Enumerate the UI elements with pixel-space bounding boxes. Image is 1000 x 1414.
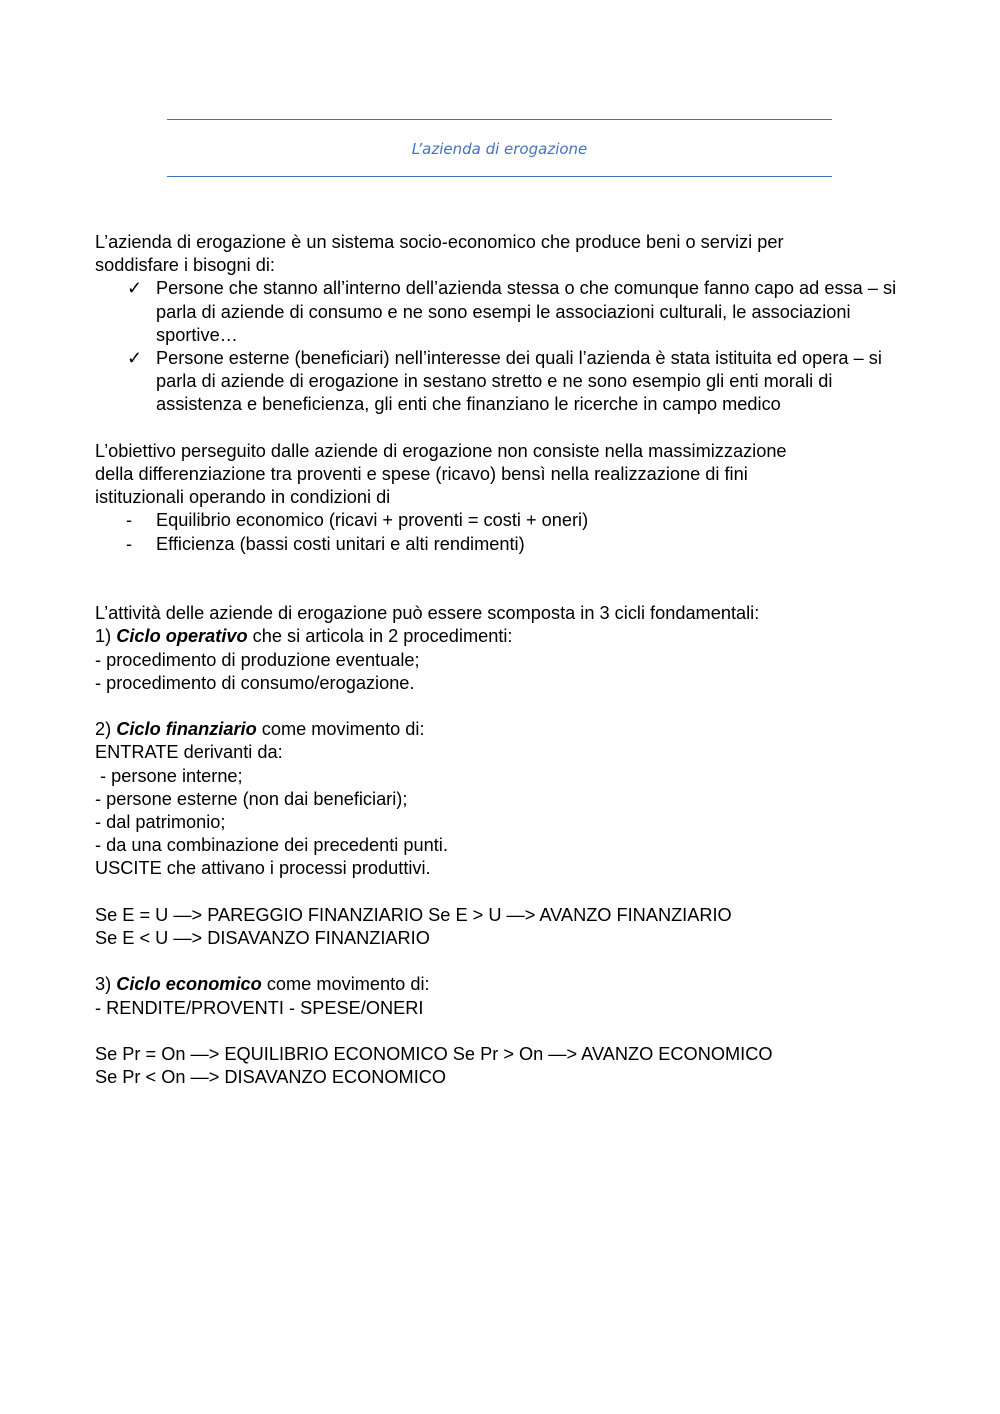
- cycle-name: Ciclo operativo: [116, 626, 248, 647]
- list-item: - Equilibrio economico (ricavi + proventi = costi + oneri): [95, 509, 910, 532]
- cycle-finanziario-heading: [95, 718, 910, 741]
- objective-conditions-list: [95, 509, 910, 555]
- cycle-description: come movimento di:: [261, 974, 430, 995]
- header-top-rule: [167, 119, 832, 120]
- financial-rule-2: Se E < U —> DISAVANZO FINANZIARIO: [95, 928, 430, 949]
- list-item: - da una combinazione dei precedenti punti.: [95, 835, 448, 856]
- intro-line-1: L’azienda di erogazione è un sistema socio-economico che produce beni o servizi per: [95, 232, 784, 252]
- list-item: - persone interne;: [95, 765, 243, 786]
- list-item: - persone esterne (non dai beneficiari);: [95, 788, 408, 809]
- intro-line-2: soddisfare i bisogni di:: [95, 255, 275, 276]
- checklist-item: ✓ Persone esterne (beneficiari) nell’interesse dei quali l’azienda è stata istituita ed opera – si parla di aziende di erogazione in sestano stretto e ne sono esempio gli enti morali di assistenza e beneficienza, gli enti che finanziano le ricerche in campo medico: [95, 347, 910, 417]
- cycle-number: 2): [95, 719, 117, 740]
- cycle-operativo-heading: [95, 625, 910, 648]
- cycle-number: 1): [95, 626, 117, 647]
- financial-rule-1: Se E = U —> PAREGGIO FINANZIARIO Se E > U —> AVANZO FINANZIARIO: [95, 904, 732, 925]
- header-title: L’azienda di erogazione: [411, 140, 588, 158]
- entrate-line: ENTRATE derivanti da:: [95, 742, 283, 763]
- list-item: - procedimento di consumo/erogazione.: [95, 672, 415, 693]
- list-item: - RENDITE/PROVENTI - SPESE/ONERI: [95, 997, 424, 1018]
- cycle-description: come movimento di:: [256, 719, 425, 740]
- list-item: - procedimento di produzione eventuale;: [95, 649, 420, 670]
- economic-rule-2: Se Pr < On —> DISAVANZO ECONOMICO: [95, 1067, 447, 1088]
- uscite-line: USCITE che attivano i processi produttivi.: [95, 858, 431, 879]
- cycle-economico-heading: [95, 973, 910, 996]
- checklist-item: ✓ Persone che stanno all’interno dell’azienda stessa o che comunque fanno capo ad essa – si parla di aziende di consumo e ne sono esempi le associazioni culturali, le associazioni sportive…: [95, 277, 910, 347]
- cycle-number: 3): [95, 974, 117, 995]
- objective-line-3: istituzionali operando in condizioni di: [95, 487, 391, 508]
- header-bottom-rule: [167, 176, 832, 177]
- list-item: - dal patrimonio;: [95, 812, 226, 833]
- objective-line-2: della differenziazione tra proventi e spese (ricavo) bensì nella realizzazione di fini: [95, 464, 748, 485]
- beneficiaries-checklist: [95, 277, 910, 416]
- objective-line-1: L’obiettivo perseguito dalle aziende di erogazione non consiste nella massimizzazione: [95, 440, 787, 461]
- cycle-name: Ciclo economico: [116, 974, 262, 995]
- cycle-name: Ciclo finanziario: [116, 719, 257, 740]
- cycles-intro: L’attività delle aziende di erogazione può essere scomposta in 3 cicli fondamentali:: [95, 603, 760, 624]
- document-body: [95, 231, 910, 1089]
- economic-rule-1: Se Pr = On —> EQUILIBRIO ECONOMICO Se Pr > On —> AVANZO ECONOMICO: [95, 1044, 773, 1065]
- list-item: - Efficienza (bassi costi unitari e alti rendimenti): [95, 533, 910, 556]
- cycle-description: che si articola in 2 procedimenti:: [247, 626, 513, 647]
